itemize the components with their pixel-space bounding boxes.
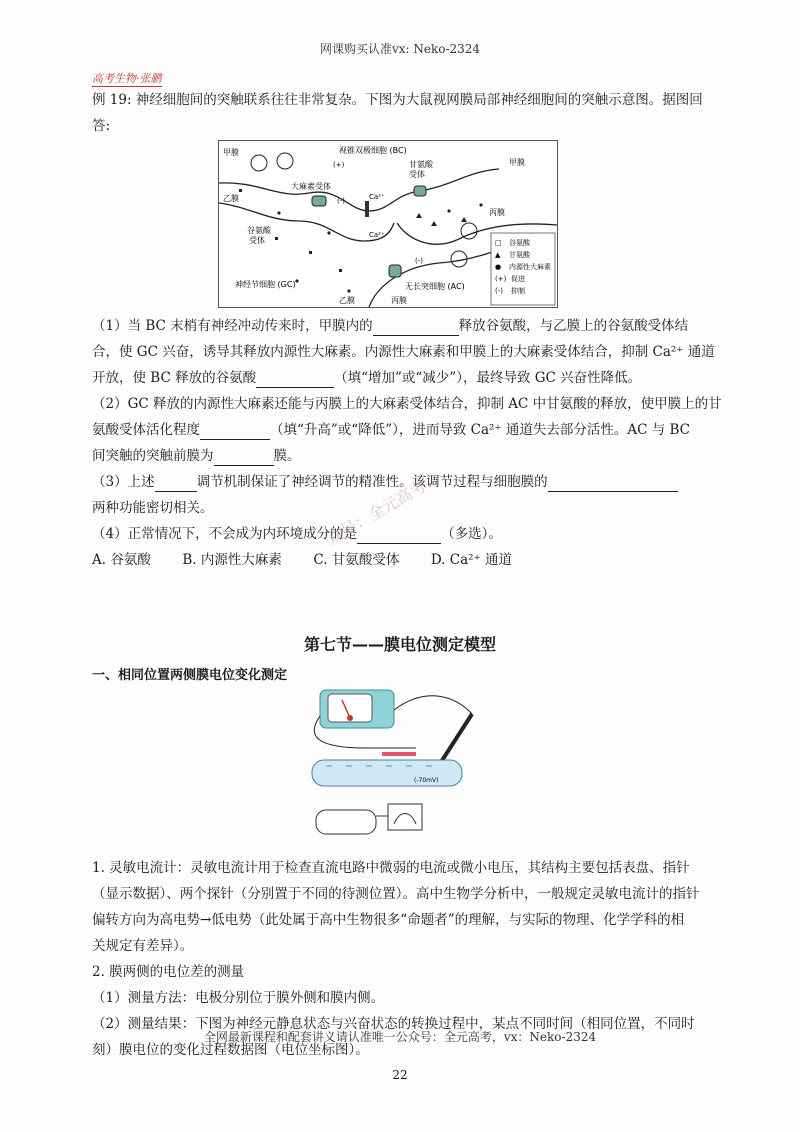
- page-number: 22: [392, 1068, 408, 1082]
- q2-line2: [92, 420, 690, 440]
- legend-sym-1: ▲: [495, 251, 501, 259]
- label-damaso: 大麻素受体: [291, 182, 331, 191]
- stimulus-bar: [382, 752, 416, 756]
- cannabinoid-receptor: [312, 196, 326, 206]
- ac-cannabinoid-receptor: [389, 265, 401, 277]
- subsection-title: 一、相同位置两侧膜电位变化测定: [92, 668, 288, 683]
- q3-l1a: （3）上述: [92, 474, 155, 490]
- vesicle: [277, 153, 293, 169]
- q4-option-a: A. 谷氨酸: [92, 552, 151, 568]
- q4-l1b: （多选）。: [441, 526, 502, 542]
- wire-1: [394, 696, 472, 714]
- label-minus: (-): [337, 197, 345, 205]
- label-plus: (+): [333, 161, 345, 169]
- label-bingmo: 丙膜: [489, 208, 505, 217]
- legend-sym-3: (+): [495, 275, 507, 283]
- meter-pivot: [347, 715, 353, 721]
- q1-l3b: （填“增加”或“减少”），最终导致 GC 兴奋性降低。: [334, 370, 642, 386]
- legend-item-1: 甘氨酸: [509, 251, 530, 259]
- meter-reading: (-70mV): [414, 777, 439, 784]
- p1-line1: 1. 灵敏电流计：灵敏电流计用于检查直流电路中微弱的电流或微小电压，其结构主要包括表盘、指针: [92, 860, 690, 876]
- label-ca2: Ca²⁺: [369, 231, 385, 239]
- q1-blank-2[interactable]: [256, 373, 334, 388]
- label-gan-receptor2: 受体: [409, 170, 425, 179]
- q4-blank[interactable]: [357, 529, 441, 544]
- q4-option-d: D. Ca²⁺ 通道: [430, 552, 512, 568]
- label-gu: 谷氨酸: [247, 226, 271, 235]
- example-title-line1: 例 19: 神经细胞间的突触联系往往非常复杂。下图为大鼠视网膜局部神经细胞间的突触示意图。据图回: [92, 92, 703, 108]
- q1-l1a: （1）当 BC 末梢有神经冲动传来时，甲膜内的: [92, 318, 373, 334]
- label-minus2: (-): [415, 257, 423, 265]
- legend-item-0: 谷氨酸: [509, 239, 530, 247]
- label-jiamo-right: 甲膜: [509, 158, 525, 167]
- glycine-receptor: [414, 186, 426, 196]
- q3-line1: [92, 472, 678, 492]
- vesicle: [461, 223, 477, 239]
- axon-small: [316, 810, 376, 834]
- q2-line3: [92, 446, 301, 466]
- galvanometer-diagram: [306, 686, 482, 852]
- q4-line1: [92, 524, 502, 544]
- legend-item-2: 内源性大麻素: [509, 263, 551, 271]
- page-footer: 全网最新课程和配套讲义请认准唯一公众号：全元高考，vx：Neko-2324: [203, 1030, 597, 1044]
- p1-line2: （显示数据）、两个探针（分别置于不同的待测位置）。高中生物学分析中，一般规定灵敏电流计的指针: [92, 886, 700, 902]
- q1-l3a: 开放，使 BC 释放的谷氨酸: [92, 370, 257, 386]
- watermark: 众号：全元高考: [323, 476, 430, 549]
- bc-membrane: [219, 169, 499, 211]
- q1-line2: 合，使 GC 兴奋，诱导其释放内源性大麻素。内源性大麻素和甲膜上的大麻素受体结合，抑制 Ca²⁺ 通道: [92, 344, 715, 360]
- q2-l2b: （填“升高”或“降低”），进而导致 Ca²⁺ 通道失去部分活性。AC 与 BC: [270, 422, 691, 438]
- page-header: 网课购买认准vx: Neko-2324: [319, 42, 481, 56]
- subject-tag: 高考生物·张鹏: [92, 72, 162, 85]
- ca-channel: [365, 201, 369, 217]
- legend-sym-0: □: [495, 239, 502, 247]
- legend-item-3: 促进: [511, 275, 525, 283]
- q4-l1a: （4）正常情况下，不会成为内环境成分的是: [92, 526, 358, 542]
- q4-option-c: C. 甘氨酸受体: [313, 552, 400, 568]
- label-yimo-bottom: 乙膜: [339, 296, 355, 305]
- q2-l2a: 氨酸受体活化程度: [92, 422, 200, 438]
- legend-item-4: 抑制: [511, 287, 525, 295]
- vesicle: [251, 155, 267, 171]
- q4-option-b: B. 内源性大麻素: [182, 552, 282, 568]
- legend-sym-2: ●: [495, 263, 502, 271]
- label-gu2: 受体: [249, 236, 265, 245]
- label-bingmo-bottom: 丙膜: [391, 296, 407, 305]
- meter-small: [388, 804, 422, 830]
- q3-line2: 两种功能密切相关。: [92, 500, 214, 516]
- section-title: 第七节——膜电位测定模型: [303, 635, 496, 654]
- legend-sym-4: (-): [495, 287, 503, 295]
- label-gc: 神经节细胞 (GC): [235, 280, 296, 289]
- q4-options: [92, 550, 512, 570]
- q2-blank-1[interactable]: [200, 425, 270, 440]
- label-yimo: 乙膜: [223, 194, 239, 203]
- galvanometer-svg: [306, 686, 482, 852]
- p2-title: 2. 膜两侧的电位差的测量: [92, 964, 245, 980]
- p2-line1: （1）测量方法：电极分别位于膜外侧和膜内侧。: [92, 990, 385, 1006]
- q1-line3: [92, 368, 641, 388]
- q1-l1b: 释放谷氨酸，与乙膜上的谷氨酸受体结: [458, 318, 689, 334]
- label-ca1: Ca²⁺: [369, 193, 385, 201]
- p1-line4: 关规定有差异）。: [92, 938, 194, 954]
- p2-line2: （2）测量结果：下图为神经元静息状态与兴奋状态的转换过程中，某点不同时间（相同位置，不同时: [92, 1016, 695, 1032]
- synapse-diagram-svg: [219, 141, 557, 307]
- q1-blank-1[interactable]: [373, 321, 459, 336]
- synapse-diagram: [218, 140, 558, 308]
- example-title-line2: 答:: [92, 118, 111, 134]
- q3-blank-2[interactable]: [548, 477, 678, 492]
- q2-l3a: 间突触的突触前膜为: [92, 448, 214, 464]
- p2-line3: 刻）膜电位的变化过程数据图（电位坐标图）。: [92, 1042, 369, 1058]
- q3-l1b: 调节机制保证了神经调节的精准性。该调节过程与细胞膜的: [196, 474, 548, 490]
- label-bc: 视锥双极细胞 (BC): [339, 146, 407, 155]
- p1-line3: 偏转方向为高电势→低电势（此处属于高中生物很多“命题者”的理解，与实际的物理、化学学科的相: [92, 912, 685, 928]
- q1-line1: [92, 316, 688, 336]
- legend: [491, 233, 555, 305]
- q2-blank-2[interactable]: [214, 451, 274, 466]
- q2-line1: （2）GC 释放的内源性大麻素还能与丙膜上的大麻素受体结合，抑制 AC 中甘氨酸的释放，使甲膜上的甘: [92, 396, 722, 412]
- label-gan-receptor: 甘氨酸: [409, 160, 433, 169]
- label-jiamo-top: 甲膜: [223, 148, 239, 157]
- label-ac: 无长突细胞 (AC): [405, 282, 465, 291]
- q3-blank-1[interactable]: [155, 477, 197, 492]
- axon: [312, 760, 462, 786]
- q2-l3b: 膜。: [273, 448, 301, 464]
